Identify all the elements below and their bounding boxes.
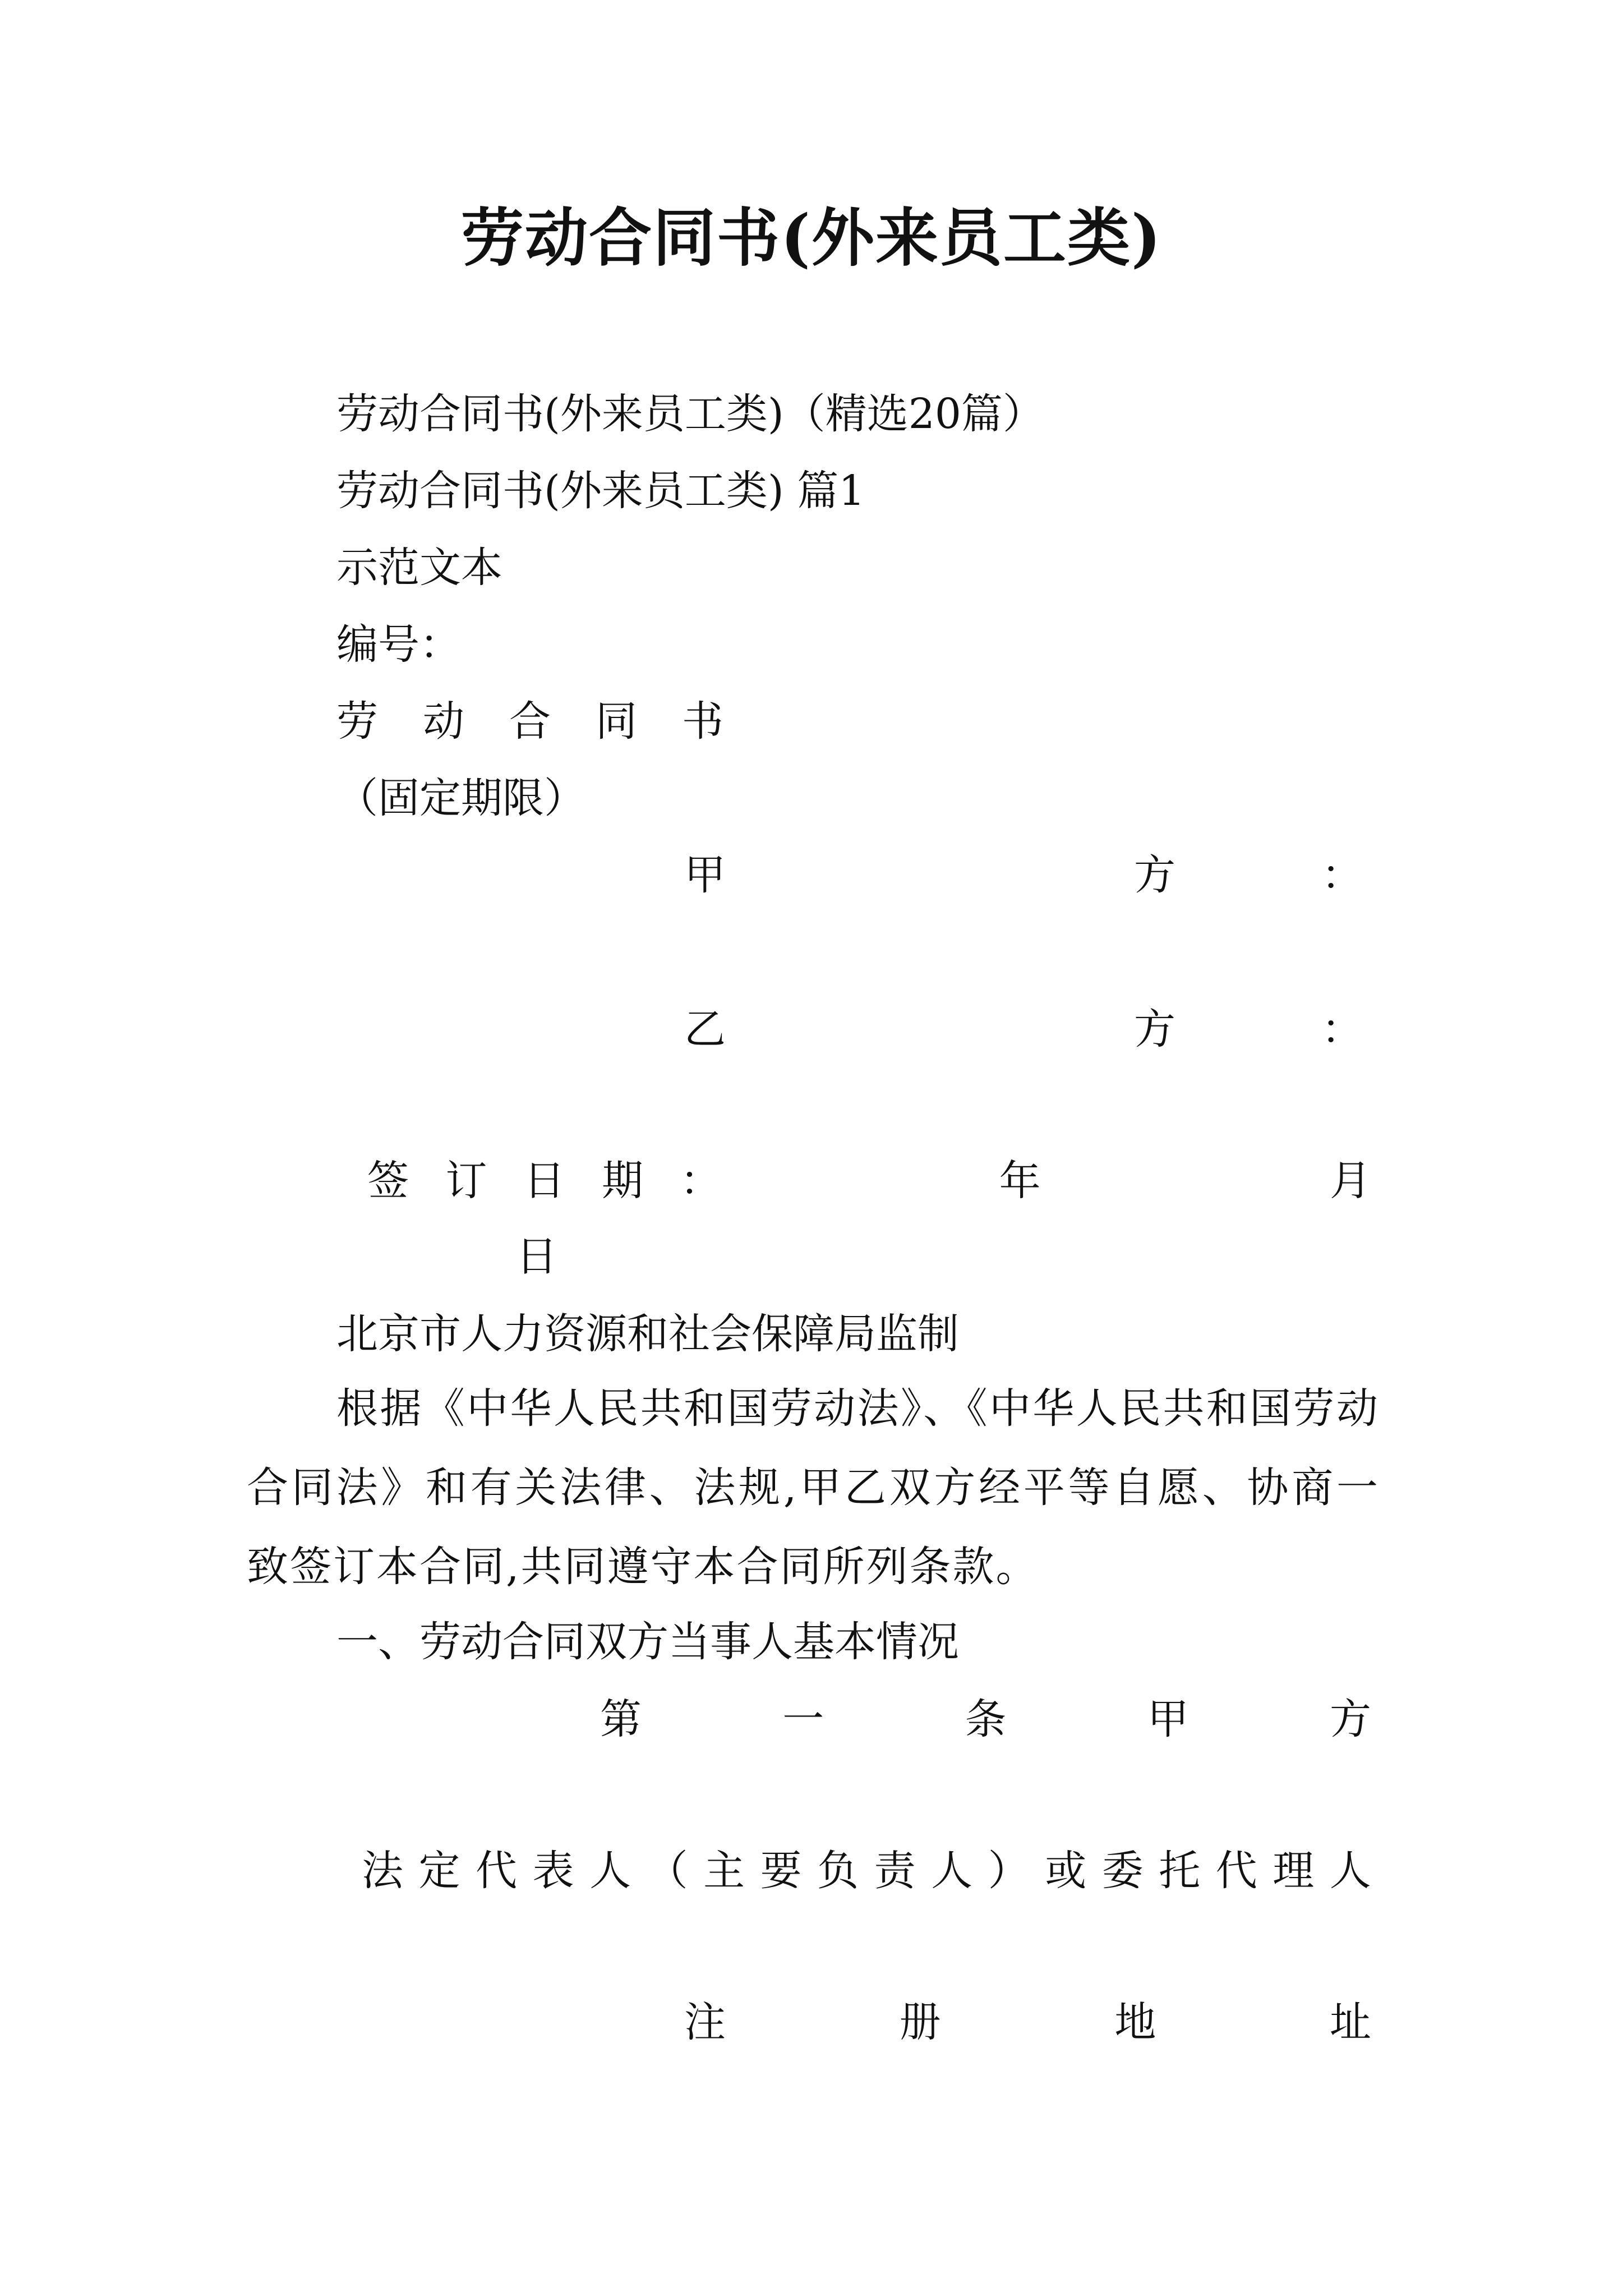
legal-rep-char: 定 bbox=[418, 1847, 460, 1895]
party-b-line bbox=[684, 1001, 1363, 1057]
legal-rep-char: 人 bbox=[1329, 1847, 1371, 1895]
legal-rep-char: 托 bbox=[1159, 1847, 1201, 1895]
party-b-colon: ： bbox=[1321, 1005, 1363, 1053]
registered-address-char: 册 bbox=[899, 1998, 941, 2046]
legal-rep-char: 表 bbox=[532, 1847, 574, 1895]
article-one-char: 方 bbox=[1330, 1695, 1371, 1743]
contract-name-char: 动 bbox=[423, 697, 464, 746]
sign-date-line bbox=[367, 1153, 1371, 1209]
registered-address-char: 址 bbox=[1329, 1998, 1371, 2046]
sign-date-year: 年 bbox=[999, 1157, 1041, 1205]
registered-address-char: 注 bbox=[684, 1998, 726, 2046]
sample-label: 示范文本 bbox=[336, 544, 502, 592]
legal-rep-char: 委 bbox=[1101, 1847, 1144, 1895]
legal-rep-char: 人 bbox=[931, 1847, 973, 1895]
legal-rep-char: 法 bbox=[362, 1847, 403, 1895]
section-one-heading: 一、劳动合同双方当事人基本情况 bbox=[336, 1618, 959, 1666]
sign-date-char: 日 bbox=[523, 1157, 565, 1205]
legal-rep-char: 人 bbox=[589, 1847, 631, 1895]
contract-name-char: 书 bbox=[682, 697, 723, 746]
legal-rep-char: 主 bbox=[703, 1847, 745, 1895]
sign-date-month: 月 bbox=[1329, 1157, 1371, 1205]
supervisor: 北京市人力资源和社会保障局监制 bbox=[336, 1310, 959, 1358]
legal-rep-char: 责 bbox=[874, 1847, 916, 1895]
contract-name-char: 合 bbox=[509, 697, 551, 746]
sign-date-char: ： bbox=[680, 1157, 722, 1205]
legal-rep-char: 代 bbox=[1215, 1847, 1257, 1895]
party-a-line bbox=[684, 847, 1363, 903]
chapter-heading: 劳动合同书(外来员工类) 篇1 bbox=[336, 467, 865, 515]
contract-type: （固定期限） bbox=[336, 774, 585, 822]
legal-rep-char: （ bbox=[646, 1847, 688, 1895]
article-one-char: 一 bbox=[782, 1695, 824, 1743]
legal-rep-char: ） bbox=[988, 1847, 1030, 1895]
legal-rep-char: 理 bbox=[1272, 1847, 1315, 1895]
legal-rep-char: 要 bbox=[760, 1847, 802, 1895]
number-label: 编号： bbox=[336, 620, 461, 669]
contract-name-char: 劳 bbox=[336, 697, 378, 746]
article-one-char: 甲 bbox=[1147, 1695, 1189, 1743]
party-a-colon: ： bbox=[1321, 851, 1363, 899]
registered-address-line bbox=[684, 1994, 1371, 2050]
contract-name bbox=[336, 693, 723, 749]
party-a-label: 甲 bbox=[684, 851, 726, 899]
document-title: 劳动合同书(外来员工类) bbox=[461, 201, 1162, 275]
legal-rep-char: 代 bbox=[476, 1847, 518, 1895]
sign-date-char: 期 bbox=[601, 1157, 643, 1205]
party-a-label: 方 bbox=[1134, 851, 1175, 899]
party-b-label: 方 bbox=[1134, 1005, 1175, 1053]
legal-rep-line bbox=[362, 1843, 1371, 1899]
article-one-line bbox=[600, 1691, 1371, 1747]
party-b-label: 乙 bbox=[684, 1005, 726, 1053]
sign-date-char: 签 bbox=[367, 1157, 409, 1205]
registered-address-char: 地 bbox=[1114, 1998, 1156, 2046]
preamble: 根据《中华人民共和国劳动法》、《中华人民共和国劳动合同法》和有关法律、法规,甲乙双方经平等自愿、协商一致签订本合同,共同遵守本合同所列条款。 bbox=[247, 1384, 1380, 1591]
article-one-char: 第 bbox=[600, 1695, 642, 1743]
sign-date-char: 订 bbox=[445, 1157, 487, 1205]
collection-title: 劳动合同书(外来员工类)（精选20篇） bbox=[336, 390, 1044, 438]
article-one-char: 条 bbox=[965, 1695, 1007, 1743]
legal-rep-char: 或 bbox=[1045, 1847, 1087, 1895]
sign-date-day: 日 bbox=[516, 1232, 557, 1281]
legal-rep-char: 负 bbox=[817, 1847, 859, 1895]
contract-name-char: 同 bbox=[596, 697, 637, 746]
